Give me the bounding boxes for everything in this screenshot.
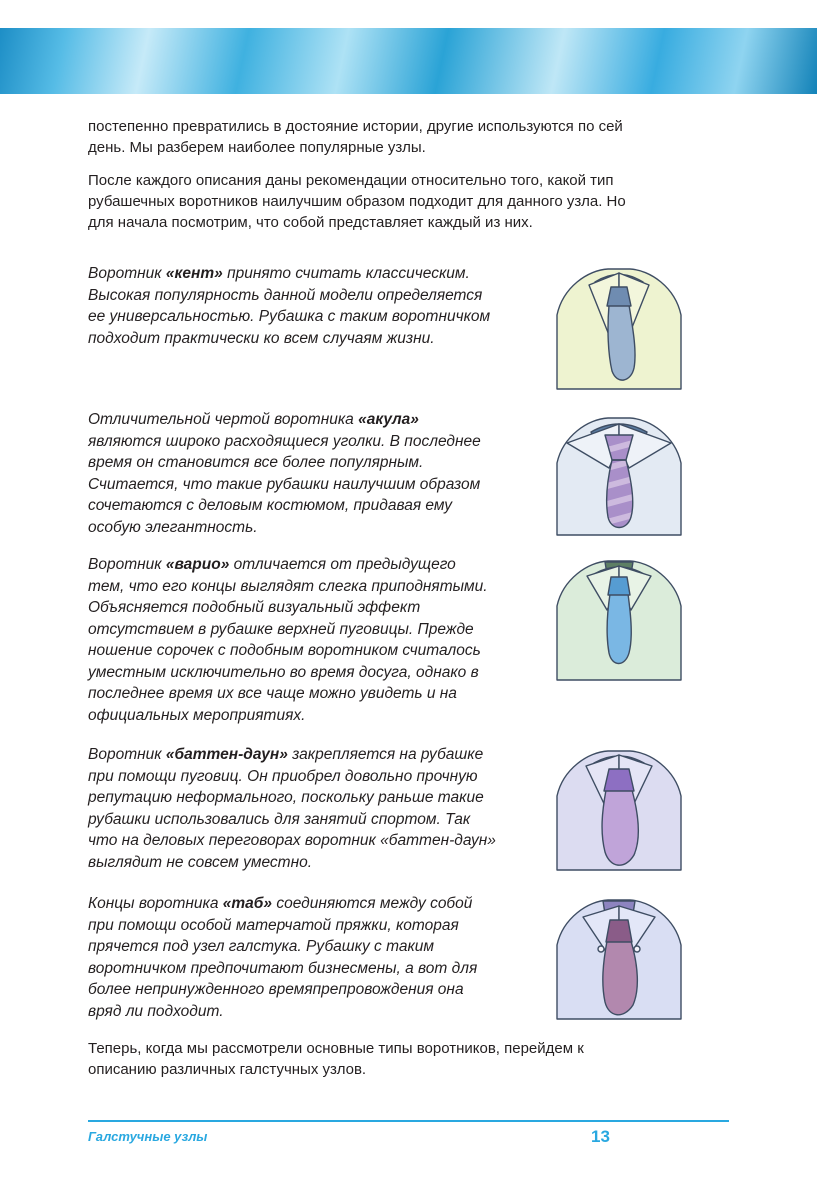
intro-paragraph-1: постепенно превратились в достояние истории, другие используются по сей день. Мы разберем наиболее популярные узлы. <box>88 118 623 156</box>
tie-knot <box>608 577 630 595</box>
desc-pre: Воротник <box>88 556 166 573</box>
tie-knot <box>606 920 632 942</box>
button-down-collar-drawing <box>550 740 688 872</box>
collar-term-kent: «кент» <box>165 265 223 282</box>
collar-description-akula <box>88 405 536 538</box>
kent-collar-illustration <box>550 259 688 391</box>
desc-pre: Воротник <box>88 746 166 763</box>
collar-description-tab <box>88 889 536 1022</box>
desc-pre: Отличительной чертой воротника <box>88 411 359 428</box>
tie-blade <box>603 941 638 1015</box>
collar-button-left <box>598 946 604 952</box>
vario-collar-illustration <box>550 550 688 682</box>
tie-blade <box>607 594 631 664</box>
footer-rule <box>88 1120 729 1122</box>
desc-pre: Концы воротника <box>88 895 223 912</box>
decorative-header-banner <box>0 28 817 94</box>
collar-section-vario <box>88 550 688 726</box>
shark-collar-drawing <box>550 405 688 537</box>
collar-description-batten-daun <box>88 740 536 873</box>
desc-post: принято считать классическим. Высокая популярность данной модели определяется ее универсальностью. Рубашка с таким воротничком подходит практически ко всем случаям жизни. <box>88 265 491 347</box>
shark-collar-illustration <box>550 405 688 537</box>
intro-paragraph-2: После каждого описания даны рекомендации относительно того, какой тип рубашечных воротников наилучшим образом подходит для данного узла. Но для начала посмотрим, что собой представляет каждый из них. <box>88 172 626 231</box>
desc-post: отличается от предыдущего тем, что его концы выглядят слегка приподнятыми. Объясняется подобный визуальный эффект отсутствием в рубашке верхней пуговицы. Прежде ношение сорочек с подобным воротником считалось уместным исключительно во время досуга, однако в последнее время их все чаще можно увидеть и на официальных мероприятиях. <box>88 556 488 724</box>
tie-knot <box>604 769 634 791</box>
collar-term-batten-daun: «баттен-даун» <box>165 746 288 763</box>
collar-section-tab <box>88 889 688 1022</box>
tie-blade <box>608 305 635 380</box>
page-number: 13 <box>591 1127 610 1146</box>
desc-post: являются широко расходящиеся уголки. В последнее время он становится все более популярным. Считается, что такие рубашки наилучшим образом сочетаются с деловым костюмом, придавая ему особую элегантность. <box>88 432 481 536</box>
tie-knot <box>607 287 631 306</box>
page-footer <box>88 1120 729 1160</box>
collar-button-right <box>634 946 640 952</box>
desc-pre: Воротник <box>88 265 166 282</box>
collar-section-batten-daun <box>88 740 688 873</box>
tab-collar-illustration <box>550 889 688 1021</box>
desc-post: соединяются между собой при помощи особой матерчатой пряжки, которая прячется под узел галстука. Рубашку с таким воротничком предпочитают бизнесмены, а вот для более непринужденного времяпрепровождения она вряд ли подходит. <box>88 895 478 1020</box>
collar-description-kent <box>88 259 536 349</box>
collar-term-tab: «таб» <box>222 895 273 912</box>
collar-term-akula: «акула» <box>358 411 419 428</box>
desc-post: закрепляется на рубашке при помощи пуговиц. Он приобрел довольно прочную репутацию неформального, поскольку раньше такие рубашки использовались для занятий спортом. Так что на деловых переговорах воротник «баттен-даун» выглядит не совсем уместно. <box>88 746 496 871</box>
button-down-collar-illustration <box>550 740 688 872</box>
page-content <box>88 116 688 1080</box>
collar-section-kent <box>88 259 688 391</box>
tie-blade <box>602 790 638 865</box>
collar-section-akula <box>88 405 688 538</box>
closing-paragraph: Теперь, когда мы рассмотрели основные типы воротников, перейдем к описанию различных галстучных узлов. <box>88 1040 584 1078</box>
collar-term-vario: «варио» <box>165 556 230 573</box>
footer-section-label: Галстучные узлы <box>88 1129 208 1144</box>
kent-collar-drawing <box>550 259 688 391</box>
vario-collar-drawing <box>550 550 688 682</box>
tab-collar-drawing <box>550 889 688 1021</box>
collar-description-vario <box>88 550 536 726</box>
